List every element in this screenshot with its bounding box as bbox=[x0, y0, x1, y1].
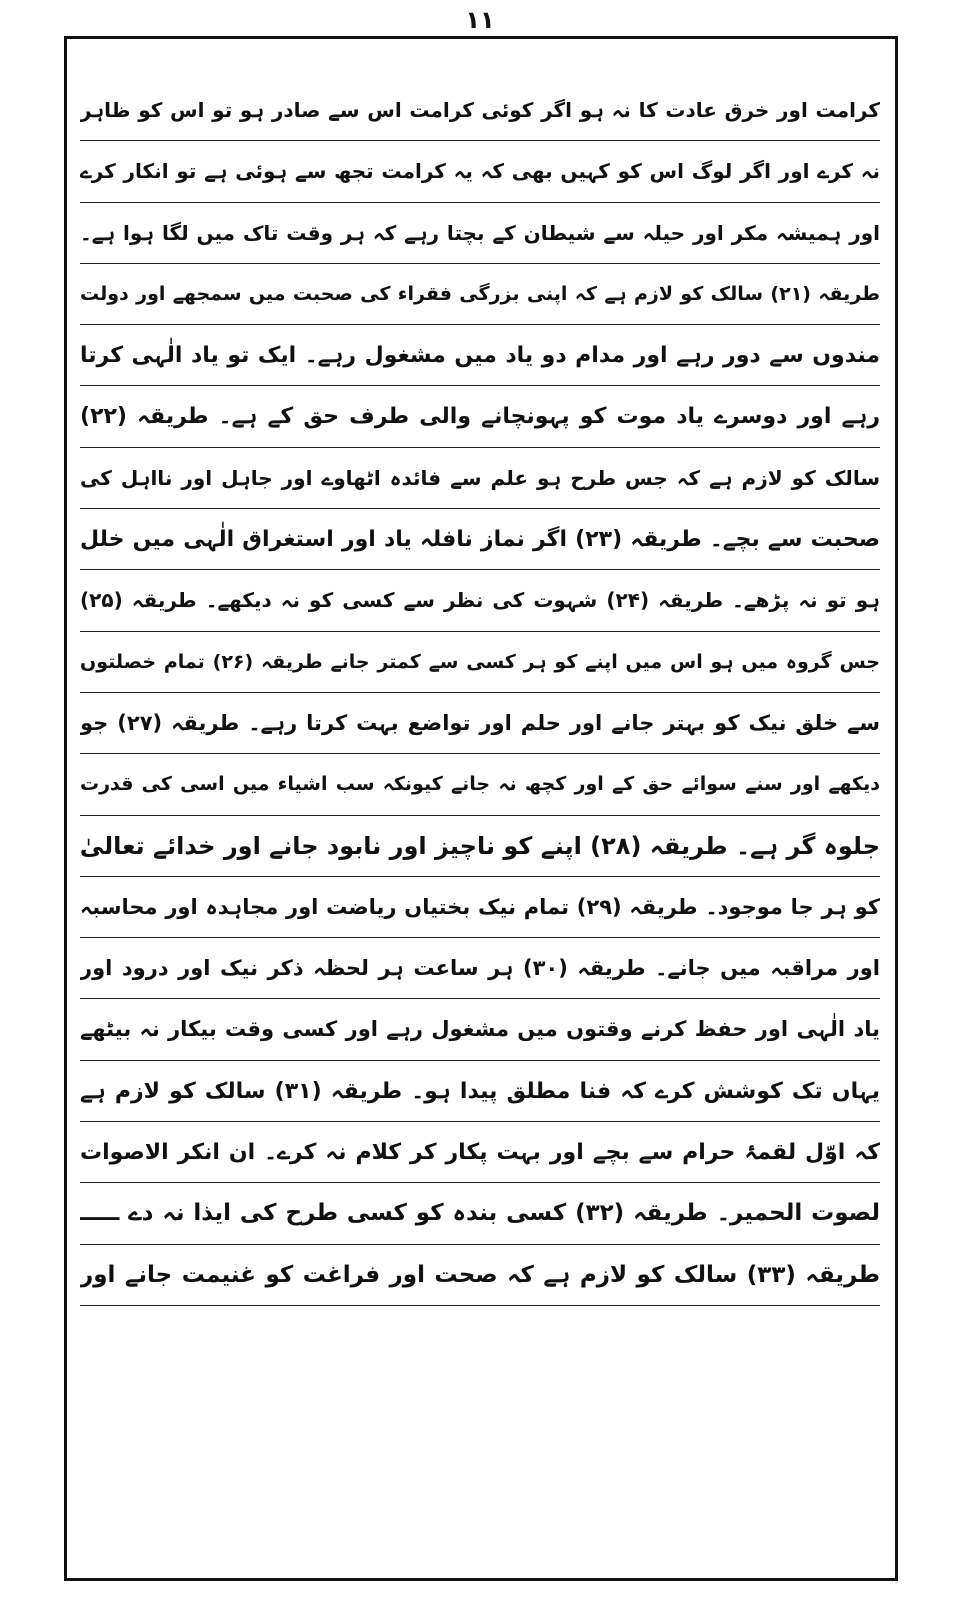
text-line-4: طریقہ (۲۱) سالک کو لازم ہے کہ اپنی بزرگی فقراء کی صحبت میں سمجھے اور دولت bbox=[80, 264, 880, 325]
text-line-12: دیکھے اور سنے سوائے حق کے اور کچھ نہ جانے کیونکہ سب اشیاء میں اسی کی قدرت bbox=[80, 754, 880, 815]
text-line-1: کرامت اور خرق عادت کا نہ ہو اگر کوئی کرامت اس سے صادر ہو تو اس کو ظاہر bbox=[80, 80, 880, 141]
text-line-13: جلوہ گر ہے۔ طریقہ (۲۸) اپنے کو ناچیز اور نابود جانے اور خدائے تعالیٰ bbox=[80, 816, 880, 877]
text-line-11: سے خلق نیک کو بہتر جانے اور حلم اور تواضع بہت کرتا رہے۔ طریقہ (۲۷) جو bbox=[80, 693, 880, 754]
text-line-16: یاد الٰہی اور حفظ کرنے وقتوں میں مشغول رہے اور کسی وقت بیکار نہ بیٹھے bbox=[80, 999, 880, 1060]
text-line-10: جس گروہ میں ہو اس میں اپنے کو ہر کسی سے کمتر جانے طریقہ (۲۶) تمام خصلتوں bbox=[80, 632, 880, 693]
text-line-20: طریقہ (۳۳) سالک کو لازم ہے کہ صحت اور فراغت کو غنیمت جانے اور bbox=[80, 1245, 880, 1306]
text-line-17: یہاں تک کوشش کرے کہ فنا مطلق پیدا ہو۔ طریقہ (۳۱) سالک کو لازم ہے bbox=[80, 1061, 880, 1122]
text-line-7: سالک کو لازم ہے کہ جس طرح ہو علم سے فائدہ اٹھاوے اور جاہل اور نااہل کی bbox=[80, 448, 880, 509]
text-line-9: ہو تو نہ پڑھے۔ طریقہ (۲۴) شہوت کی نظر سے کسی کو نہ دیکھے۔ طریقہ (۲۵) bbox=[80, 570, 880, 631]
text-line-15: اور مراقبہ میں جانے۔ طریقہ (۳۰) ہر ساعت ہر لحظہ ذکر نیک اور درود اور bbox=[80, 938, 880, 999]
text-line-5: مندوں سے دور رہے اور مدام دو یاد میں مشغول رہے۔ ایک تو یاد الٰہی کرتا bbox=[80, 325, 880, 386]
text-line-6: رہے اور دوسرے یاد موت کو پہونچانے والی طرف حق کے ہے۔ طریقہ (۲۲) bbox=[80, 386, 880, 447]
text-line-8: صحبت سے بچے۔ طریقہ (۲۳) اگر نماز نافلہ یاد اور استغراق الٰہی میں خلل bbox=[80, 509, 880, 570]
text-body bbox=[80, 80, 880, 1306]
text-line-14: کو ہر جا موجود۔ طریقہ (۲۹) تمام نیک بختیاں ریاضت اور مجاہدہ اور محاسبہ bbox=[80, 877, 880, 938]
text-line-19: لصوت الحمیر۔ طریقہ (۳۲) کسی بندہ کو کسی طرح کی ایذا نہ دے ـــــ bbox=[80, 1183, 880, 1244]
text-line-18: کہ اوّل لقمۂ حرام سے بچے اور بہت پکار کر کلام نہ کرے۔ ان انکر الاصوات bbox=[80, 1122, 880, 1183]
text-line-2: نہ کرے اور اگر لوگ اس کو کہیں بھی کہ یہ کرامت تجھ سے ہوئی ہے تو انکار کرے bbox=[80, 141, 880, 202]
page-number: ۱۱ bbox=[465, 6, 495, 34]
text-line-3: اور ہمیشہ مکر اور حیلہ سے شیطان کے بچتا رہے کہ ہر وقت تاک میں لگا ہوا ہے۔ bbox=[80, 203, 880, 264]
